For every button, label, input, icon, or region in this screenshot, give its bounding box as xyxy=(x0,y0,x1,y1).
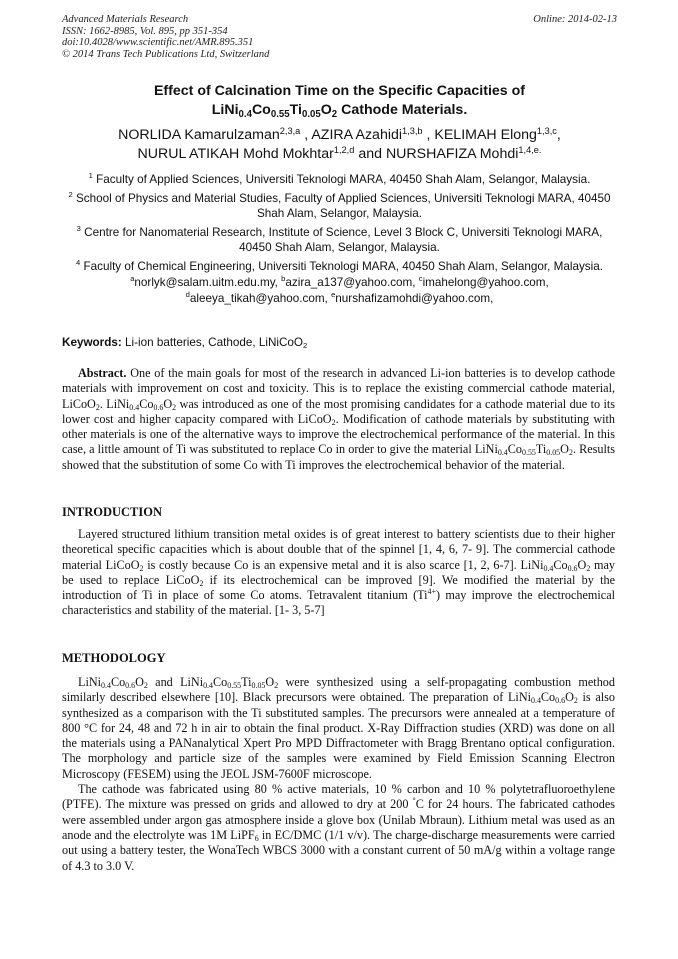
email-link[interactable]: imahelong@yahoo.com, xyxy=(422,276,549,289)
journal-name: Advanced Materials Research xyxy=(62,14,189,25)
paper-title xyxy=(62,82,617,120)
introduction-paragraph: Layered structured lithium transition metal oxides is of great interest to battery scientists due to their higher theoretical specific capacities which is about double that of the spinnel [1, 4, 6, 7- 9]. The commercial cathode material LiCoO$_2$ is costly because Co is an expensive metal and it is also scarce [1, 2, 6-7]. $LiNi_{0.4}Co_{0.6}O_2$ may be used to replace LiCoO$_2$ if its electrochemical can be improved [9]. We modified the material by the introduction of Ti in place of some Co atoms. Tetravalent titanium $(Ti^{4+})$ may improve the electrochemical characteristics and stability of the material. [1- 3, 5-7] xyxy=(62,527,616,618)
methodology-body xyxy=(62,675,615,874)
abstract xyxy=(62,366,615,473)
journal-header xyxy=(62,14,617,60)
online-date: Online: 2014-02-13 xyxy=(533,14,617,25)
author-name: NURUL ATIKAH Mohd Mokhtar xyxy=(137,146,334,162)
affiliation-2: $^2$ School of Physics and Material Studies, Faculty of Applied Sciences, Universiti Teknologi MARA, 40450 Shah Alam, Selangor, Malaysia. xyxy=(68,189,611,220)
email-link[interactable]: azira_a137@yahoo.com, xyxy=(285,276,419,289)
journal-doi: doi:10.4028/www.scientific.net/AMR.895.351 xyxy=(62,37,254,48)
author-list: NORLIDA Kamarulzaman$^{2,3,a}$ , AZIRA Azahidi$^{1,3,b}$ , KELIMAH Elong$^{1,3,c}$, NURUL ATIKAH Mohd Mokhtar$^{1,2,d}$ and NURSHAFIZA Mohdi$^{1,4,e.}$ xyxy=(118,126,561,162)
affiliations xyxy=(62,172,617,309)
journal-copyright: © 2014 Trans Tech Publications Ltd, Switzerland xyxy=(62,48,270,60)
methodology-paragraph-2: The cathode was fabricated using 80 % active materials, 10 % carbon and 10 % polytetrafluoroethylene (PTFE). The mixture was pressed on grids and allowed to dry at 200 °C for 24 hours. The fabricated cathodes were assembled under argon gas atmosphere inside a glove box (Unilab Mbraun). Lithium metal was used as an anode and the electrolyte was 1M LiPF$_6$ in EC/DMC (1/1 v/v). The charge-discharge measurements were carried out using a battery tester, the WonaTech WBCS 3000 with a constant current of 50 mA/g within a voltage range of 4.3 to 3.0 V. xyxy=(62,782,615,873)
email-link[interactable]: nurshafizamohdi@yahoo.com, xyxy=(335,291,494,305)
section-heading-methodology: METHODOLOGY xyxy=(62,651,166,665)
email-link[interactable]: aleeya_tikah@yahoo.com, xyxy=(189,291,332,305)
abstract-paragraph: Abstract. One of the main goals for most of the research in advanced Li-ion batteries is to develop cathode materials with improvement on cost and toxicity. This is to replace the existing commercial cathode material, LiCoO$_2$. $LiNi_{0.4}Co_{0.6}O_2$ was introduced as one of the most promising candidates for a cathode material due to its lower cost and higher capacity compared with LiCoO$_2$. Modification of cathode materials by substituting with other materials is one of the alternative ways to improve the electrochemical performance of the material. In this case, a little amount of Ti was substituted to replace Co in order to give the material $LiNi_{0.4}Co_{0.55}Ti_{0.05}O_2$. Results showed that the substitution of some Co with Ti improves the electrochemical behavior of the material. xyxy=(62,366,616,472)
email-link[interactable]: norlyk@salam.uitm.edu.my, xyxy=(134,276,282,289)
title-line-2: $LiNi_{0.4}Co_{0.55}Ti_{0.05}O_2$ Cathode Materials. xyxy=(211,102,468,120)
email-list: $^a$norlyk@salam.uitm.edu.my, $^b$azira_a137@yahoo.com, $^c$imahelong@yahoo.com, $^d$aleeya_tikah@yahoo.com, $^e$nurshafizamohdi@yahoo.com, xyxy=(130,274,549,305)
title-line-1: Effect of Calcination Time on the Specific Capacities of xyxy=(153,83,526,99)
author-name: NURSHAFIZA Mohdi xyxy=(385,146,519,162)
section-heading-introduction: INTRODUCTION xyxy=(62,505,163,519)
author-name: NORLIDA Kamarulzaman xyxy=(118,127,280,143)
affiliation-3: $^3$ Centre for Nanomaterial Research, Institute of Science, Level 3 Block C, Universiti Teknologi MARA, 40450 Shah Alam, Selangor, Malaysia. xyxy=(76,223,603,254)
keywords-label: Keywords: xyxy=(62,336,122,349)
introduction-body xyxy=(62,527,615,619)
affiliation-4: $^4$ Faculty of Chemical Engineering, Universiti Teknologi MARA, 40450 Shah Alam, Selangor, Malaysia. xyxy=(76,257,603,273)
methodology-paragraph-1: $LiNi_{0.4}Co_{0.6}O_2$ and $LiNi_{0.4}Co_{0.55}Ti_{0.05}O_2$ were synthesized using a self-propagating combustion method similarly described elsewhere [10]. Black precursors were obtained. The preparation of $LiNi_{0.4}Co_{0.6}O_2$ is also synthesized as a comparison with the Ti substituted samples. The precursors were annealed at a temperature of 800 °C for 24, 48 and 72 h in air to obtain the final product. X-Ray Diffraction studies (XRD) was done on all the materials using a PANanalytical Xpert Pro MPD Diffractometer with Bragg Brentano optical configuration. The morphology and particle size of the samples were examined by Field Emission Scanning Electron Microscopy (FESEM) using the JEOL JSM-7600F microscope. xyxy=(62,675,615,781)
affiliation-1: $^1$ Faculty of Applied Sciences, Universiti Teknologi MARA, 40450 Shah Alam, Selangor, Malaysia. xyxy=(88,171,591,186)
author-name: KELIMAH Elong xyxy=(434,127,537,143)
author-name: AZIRA Azahidi xyxy=(311,127,403,143)
keywords: Keywords: Li-ion batteries, Cathode, LiNiCoO$_2$ xyxy=(62,336,308,350)
journal-issn: ISSN: 1662-8985, Vol. 895, pp 351-354 xyxy=(62,25,228,37)
abstract-label: Abstract. xyxy=(78,366,127,380)
